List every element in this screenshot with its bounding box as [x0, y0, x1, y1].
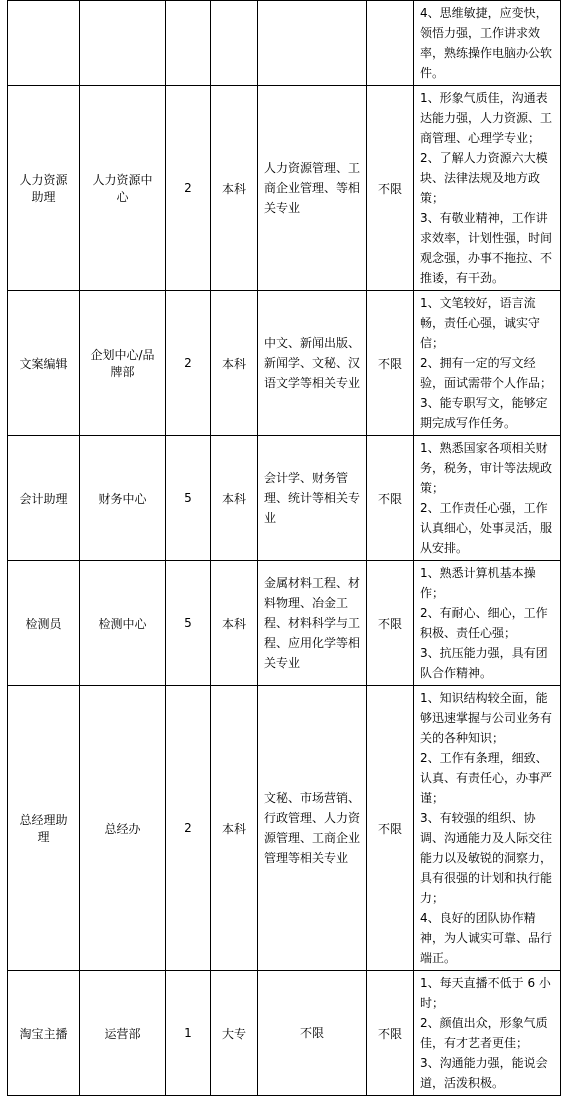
department-cell: 财务中心: [80, 436, 166, 561]
headcount-cell: 2: [166, 86, 211, 291]
headcount-cell: 5: [166, 436, 211, 561]
major-cell: [258, 1, 367, 86]
education-cell: 本科: [211, 561, 258, 686]
requirement-item: 1、文笔较好，语言流畅，责任心强，诚实守信；: [420, 296, 541, 350]
position-cell: 淘宝主播: [8, 971, 80, 1096]
major-cell: [258, 686, 367, 971]
requirement-item: 4、良好的团队协作精神，为人诚实可靠、品行端正。: [420, 911, 553, 965]
experience-cell: 不限: [367, 291, 414, 436]
requirements-cell: [414, 971, 561, 1096]
requirement-item: 2、颜值出众，形象气质佳，有才艺者更佳；: [420, 1016, 548, 1050]
requirement-item: 3、沟通能力强，能说会道，活泼积极。: [420, 1056, 548, 1090]
requirement-item: 3、有较强的组织、协调、沟通能力及人际交往能力以及敏锐的洞察力，具有很强的计划和执行能力；: [420, 811, 553, 905]
headcount-cell: 5: [166, 561, 211, 686]
requirement-item: 2、有耐心、细心，工作积极、责任心强；: [420, 606, 548, 640]
requirements-cell: [414, 686, 561, 971]
experience-cell: 不限: [367, 971, 414, 1096]
major-text: 人力资源管理、工商企业管理、等相关专业: [264, 161, 361, 215]
headcount-cell: 1: [166, 971, 211, 1096]
major-text: 不限: [299, 1026, 324, 1040]
education-cell: 本科: [211, 436, 258, 561]
education-cell: 大专: [211, 971, 258, 1096]
headcount-cell: 2: [166, 686, 211, 971]
experience-cell: 不限: [367, 86, 414, 291]
table-row: [8, 291, 561, 436]
requirement-item: 2、拥有一定的写文经验，面试需带个人作品；: [420, 356, 553, 390]
requirement-item: 3、抗压能力强，具有团队合作精神。: [420, 646, 548, 680]
major-cell: [258, 971, 367, 1096]
headcount-cell: [166, 1, 211, 86]
requirements-cell: [414, 86, 561, 291]
table-row: [8, 971, 561, 1096]
major-text: 文秘、市场营销、行政管理、人力资源管理、工商企业管理等相关专业: [264, 791, 361, 865]
department-cell: 人力资源中心: [80, 86, 166, 291]
position-cell: 总经理助理: [8, 686, 80, 971]
table-row: [8, 686, 561, 971]
table-row: [8, 436, 561, 561]
major-cell: [258, 436, 367, 561]
requirements-cell: [414, 291, 561, 436]
requirement-item: 1、形象气质佳，沟通表达能力强，人力资源、工商管理、心理学专业；: [420, 91, 553, 145]
requirement-item: 4、思维敏捷，应变快，领悟力强，工作讲求效率，熟练操作电脑办公软件。: [420, 6, 553, 80]
experience-cell: 不限: [367, 436, 414, 561]
major-text: 中文、新闻出版、新闻学、文秘、汉语文学等相关专业: [264, 336, 361, 390]
table-row: [8, 86, 561, 291]
education-cell: 本科: [211, 686, 258, 971]
major-text: 金属材料工程、材料物理、冶金工程、材料科学与工程、应用化学等相关专业: [264, 576, 361, 670]
department-cell: 总经办: [80, 686, 166, 971]
requirement-item: 3、能专职写文，能够定期完成写作任务。: [420, 396, 548, 430]
requirement-item: 1、知识结构较全面，能够迅速掌握与公司业务有关的各种知识；: [420, 691, 553, 745]
position-cell: 人力资源助理: [8, 86, 80, 291]
department-cell: 检测中心: [80, 561, 166, 686]
experience-cell: [367, 1, 414, 86]
major-cell: [258, 561, 367, 686]
requirements-cell: [414, 561, 561, 686]
requirement-item: 1、熟悉国家各项相关财务，税务，审计等法规政策；: [420, 441, 553, 495]
position-cell: 检测员: [8, 561, 80, 686]
experience-cell: 不限: [367, 686, 414, 971]
requirement-item: 3、有敬业精神，工作讲求效率，计划性强，时间观念强，办事不拖拉、不推诿，有干劲。: [420, 211, 553, 285]
requirement-item: 2、了解人力资源六大模块、法律法规及地方政策；: [420, 151, 548, 205]
education-cell: 本科: [211, 291, 258, 436]
requirements-cell: [414, 1, 561, 86]
major-cell: [258, 86, 367, 291]
department-cell: 企划中心/品牌部: [80, 291, 166, 436]
requirements-cell: [414, 436, 561, 561]
position-cell: [8, 1, 80, 86]
education-cell: [211, 1, 258, 86]
headcount-cell: 2: [166, 291, 211, 436]
table-row: [8, 1, 561, 86]
requirement-item: 1、熟悉计算机基本操作；: [420, 566, 536, 600]
requirement-item: 1、每天直播不低于 6 小时；: [420, 976, 551, 1010]
department-cell: [80, 1, 166, 86]
department-cell: 运营部: [80, 971, 166, 1096]
position-cell: 文案编辑: [8, 291, 80, 436]
experience-cell: 不限: [367, 561, 414, 686]
major-text: 会计学、财务管理、统计等相关专业: [264, 471, 361, 525]
requirement-item: 2、工作责任心强，工作认真细心，处事灵活，服从安排。: [420, 501, 553, 555]
education-cell: 本科: [211, 86, 258, 291]
table-row: [8, 561, 561, 686]
requirement-item: 2、工作有条理，细致、认真、有责任心，办事严谨；: [420, 751, 553, 805]
major-cell: [258, 291, 367, 436]
position-cell: 会计助理: [8, 436, 80, 561]
recruitment-table: [7, 0, 561, 1096]
